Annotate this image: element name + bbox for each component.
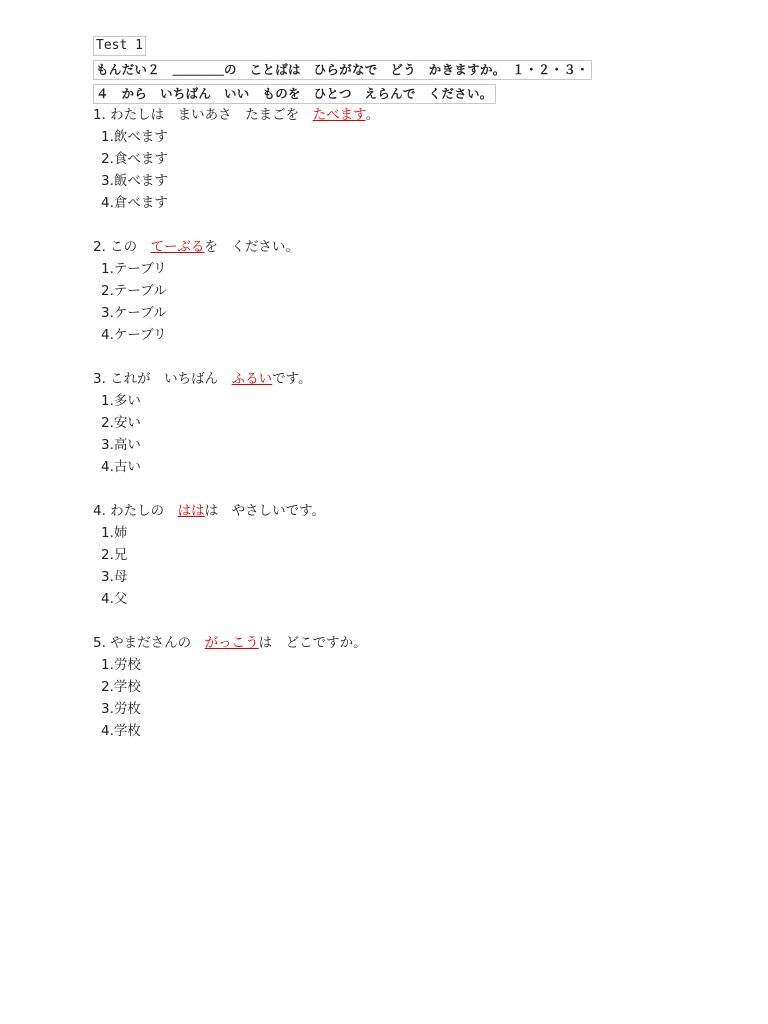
question-4 <box>93 500 673 522</box>
option-5-1: 1.労校 <box>101 657 141 673</box>
option-1-4: 4.倉べます <box>101 195 168 211</box>
option-2-4: 4.ケーブリ <box>101 327 167 343</box>
question-text: 3. これが いちばん <box>93 371 232 387</box>
option-1-2: 2.食べます <box>101 151 168 167</box>
question-target-word: がっこう <box>204 635 259 651</box>
option-2-2: 2.テーブル <box>101 283 167 299</box>
question-5 <box>93 632 673 654</box>
question-target-word: ふるい <box>231 371 273 387</box>
test-title: Test 1 <box>93 36 146 56</box>
question-target-word: たべます <box>312 107 366 123</box>
question-text-end: は やさしいです。 <box>204 503 326 519</box>
option-5-3: 3.労枚 <box>101 701 141 717</box>
question-3 <box>93 368 673 390</box>
question-text: 5. やまださんの <box>93 635 205 651</box>
question-text: 4. わたしの <box>93 503 178 519</box>
question-text-end: 。 <box>365 107 380 123</box>
option-4-3: 3.母 <box>101 569 128 585</box>
option-3-4: 4.古い <box>101 459 141 475</box>
option-3-3: 3.高い <box>101 437 141 453</box>
question-text-end: は どこですか。 <box>258 635 367 651</box>
instruction-line-1: もんだい２ ＿＿＿＿の ことばは ひらがなで どう かきますか。 １・２・３・ <box>93 60 592 80</box>
question-text-end: を ください。 <box>204 239 299 255</box>
question-target-word: はは <box>177 503 205 519</box>
option-2-3: 3.ケーブル <box>101 305 167 321</box>
option-3-1: 1.多い <box>101 393 141 409</box>
option-3-2: 2.安い <box>101 415 141 431</box>
option-2-1: 1.テーブリ <box>101 261 167 277</box>
test-document <box>93 34 673 742</box>
option-4-1: 1.姉 <box>101 525 128 541</box>
question-target-word: てーぶる <box>150 239 205 255</box>
question-1 <box>93 104 673 126</box>
option-4-2: 2.兄 <box>101 547 128 563</box>
question-text: 1. わたしは まいあさ たまごを <box>93 107 313 123</box>
question-text-end: です。 <box>272 371 312 387</box>
option-4-4: 4.父 <box>101 591 128 607</box>
question-2 <box>93 236 673 258</box>
instructions <box>93 59 673 104</box>
option-5-2: 2.学校 <box>101 679 141 695</box>
instruction-line-2: ４ から いちばん いい ものを ひとつ えらんで ください。 <box>93 84 496 104</box>
option-1-1: 1.飲べます <box>101 129 168 145</box>
question-text: 2. この <box>93 239 151 255</box>
option-1-3: 3.飯べます <box>101 173 168 189</box>
option-5-4: 4.学枚 <box>101 723 141 739</box>
